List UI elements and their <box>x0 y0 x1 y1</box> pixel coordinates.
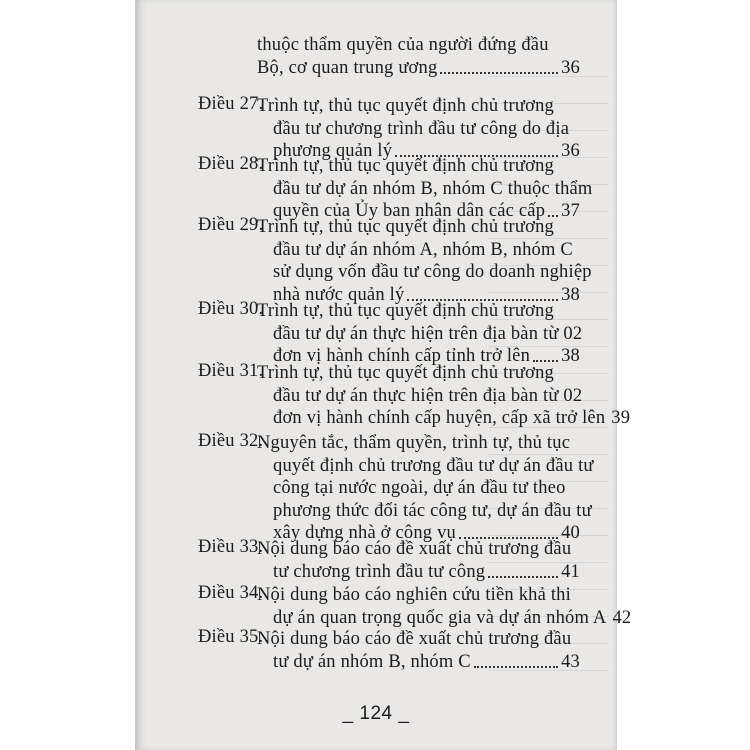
entry-title-line: quyết định chủ trương đầu tư dự án đầu tư <box>273 455 594 476</box>
article-number: Điều 35. <box>198 627 264 647</box>
entry-title-line: xây dựng nhà ở công vụ <box>273 523 456 543</box>
article-number: Điều 32. <box>198 431 264 451</box>
entry-title-line: Trình tự, thủ tục quyết định chủ trương <box>257 96 554 116</box>
page-reference: 39 <box>611 408 631 428</box>
entry-title-line: Trình tự, thủ tục quyết định chủ trương <box>257 363 554 383</box>
entry-title-line: Trình tự, thủ tục quyết định chủ trương <box>257 156 554 176</box>
entry-title-line: tư chương trình đầu tư công <box>273 561 486 582</box>
entry-title-line: Nội dung báo cáo nghiên cứu tiền khả thi <box>257 585 571 605</box>
entry-last-line <box>273 606 632 630</box>
entry-title-line: phương thức đối tác công tư, dự án đầu tư <box>273 500 592 521</box>
entry-title-line: đầu tư chương trình đầu tư công do địa <box>273 118 570 139</box>
dot-leader <box>474 665 558 668</box>
article-number: Điều 31. <box>198 361 264 381</box>
entry-title-line: thuộc thẩm quyền của người đứng đầu <box>257 35 549 55</box>
entry-title-line: Trình tự, thủ tục quyết định chủ trương <box>257 217 554 237</box>
article-number: Điều 27. <box>198 94 264 114</box>
article-number: Điều 28. <box>198 154 264 174</box>
entry-title-line: Trình tự, thủ tục quyết định chủ trương <box>257 301 554 321</box>
page-reference: 38 <box>561 284 580 305</box>
book-page <box>135 0 632 750</box>
page-reference: 41 <box>561 561 580 582</box>
entry-title-line: tư dự án nhóm B, nhóm C <box>273 651 471 672</box>
dot-leader <box>488 575 558 578</box>
page-reference: 38 <box>561 346 580 366</box>
page-reference: 42 <box>612 607 632 628</box>
article-number: Điều 33. <box>198 537 264 557</box>
page-reference: 43 <box>561 651 580 672</box>
dot-leader <box>440 71 558 74</box>
entry-last-line <box>273 650 580 674</box>
entry-title-line: nhà nước quản lý <box>273 284 405 305</box>
entry-last-line <box>273 560 580 584</box>
article-number: Điều 34. <box>198 583 264 603</box>
entry-title-line: phương quản lý <box>273 141 393 161</box>
entry-title-line: dự án quan trọng quốc gia và dự án nhóm A <box>273 607 607 628</box>
page-reference: 40 <box>561 523 580 543</box>
entry-title-line: đầu tư dự án thực hiện trên địa bàn từ 02 <box>273 385 583 406</box>
page-number: _ 124 _ <box>342 703 410 724</box>
entry-title-line: đơn vị hành chính cấp tỉnh trở lên <box>273 346 531 366</box>
page-reference: 37 <box>561 201 580 221</box>
entry-title-line: đơn vị hành chính cấp huyện, cấp xã trở lên <box>273 408 606 428</box>
entry-title-line: đầu tư dự án thực hiện trên địa bàn từ 02 <box>273 323 583 344</box>
entry-title-line: Nội dung báo cáo đề xuất chủ trương đầu <box>257 539 572 559</box>
entry-last-line <box>273 406 631 430</box>
article-number: Điều 29. <box>198 215 264 235</box>
entry-title-line: đầu tư dự án nhóm A, nhóm B, nhóm C <box>273 239 573 260</box>
entry-last-line <box>257 56 580 80</box>
entry-title-line: quyền của Ủy ban nhân dân các cấp <box>273 201 546 221</box>
entry-title-line: Nội dung báo cáo đề xuất chủ trương đầu <box>257 629 572 649</box>
entry-title-line: đầu tư dự án nhóm B, nhóm C thuộc thẩm <box>273 178 593 199</box>
entry-title-line: công tại nước ngoài, dự án đầu tư theo <box>273 478 566 498</box>
page-reference: 36 <box>561 57 580 78</box>
entry-title-line: Bộ, cơ quan trung ương <box>257 57 438 78</box>
page-reference: 36 <box>561 141 580 161</box>
article-number: Điều 30. <box>198 299 264 319</box>
entry-title-line: Nguyên tắc, thẩm quyền, trình tự, thủ tục <box>257 433 571 453</box>
entry-title-line: sử dụng vốn đầu tư công do doanh nghiệp <box>273 262 592 282</box>
